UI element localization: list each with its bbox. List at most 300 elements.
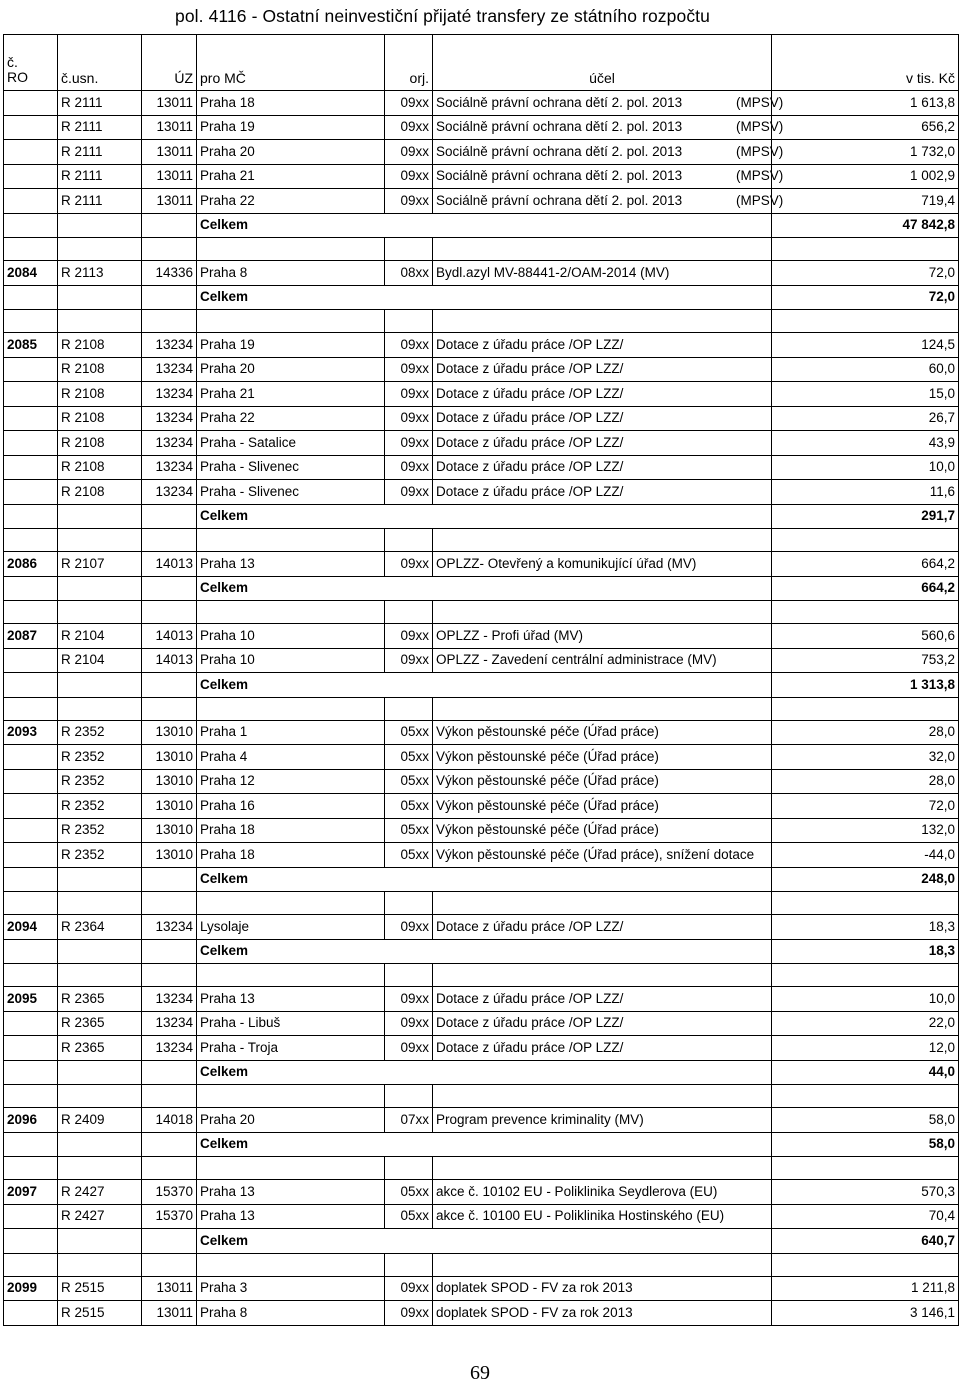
orj-cell: 09xx (385, 552, 433, 577)
empty-cell (197, 964, 385, 987)
uz-cell: 13234 (142, 382, 197, 407)
usn-cell: R 2352 (58, 794, 142, 819)
ucel-text: Výkon pěstounské péče (Úřad práce) (436, 822, 659, 838)
total-label: Celkem (197, 504, 772, 529)
empty-cell (385, 964, 433, 987)
empty-cell (385, 1157, 433, 1180)
amount-cell: 72,0 (772, 261, 959, 286)
orj-cell: 09xx (385, 1036, 433, 1061)
orj-cell: 09xx (385, 382, 433, 407)
ro-number-cell (4, 91, 58, 116)
uz-cell: 14018 (142, 1108, 197, 1133)
ucel-cell (433, 480, 772, 505)
usn-cell: R 2111 (58, 164, 142, 189)
ucel-cell (433, 382, 772, 407)
usn-cell: R 2352 (58, 745, 142, 770)
table-row (4, 1036, 959, 1061)
table-row (4, 624, 959, 649)
mc-cell: Praha 20 (197, 357, 385, 382)
empty-cell (4, 601, 58, 624)
ucel-text: Sociálně právní ochrana dětí 2. pol. 2013 (436, 119, 683, 135)
empty-cell (58, 601, 142, 624)
table-row (4, 115, 959, 140)
total-label: Celkem (197, 939, 772, 964)
uz-cell: 14336 (142, 261, 197, 286)
empty-cell (197, 601, 385, 624)
ucel-cell (433, 431, 772, 456)
table-row (4, 91, 959, 116)
uz-cell: 13010 (142, 794, 197, 819)
ucel-text: Dotace z úřadu práce /OP LZZ/ (436, 918, 624, 934)
empty-cell (772, 601, 959, 624)
header-usn: č.usn. (58, 35, 142, 91)
ucel-cell (433, 1301, 772, 1326)
ro-number-cell: 2094 (4, 915, 58, 940)
ro-number-cell (4, 431, 58, 456)
empty-cell (4, 697, 58, 720)
spacer-row (4, 1253, 959, 1276)
total-row (4, 504, 959, 529)
ucel-text: Dotace z úřadu práce /OP LZZ/ (436, 410, 624, 426)
usn-cell (58, 576, 142, 601)
total-label: Celkem (197, 867, 772, 892)
empty-cell (197, 310, 385, 333)
empty-cell (142, 238, 197, 261)
ucel-text: Dotace z úřadu práce /OP LZZ/ (436, 434, 624, 450)
mc-cell: Praha - Satalice (197, 431, 385, 456)
ucel-content (436, 653, 768, 667)
usn-cell: R 2352 (58, 720, 142, 745)
ro-number-cell (4, 285, 58, 310)
table-row (4, 843, 959, 868)
amount-cell: 753,2 (772, 648, 959, 673)
ucel-cell (433, 261, 772, 286)
ucel-cell (433, 624, 772, 649)
ucel-cell (433, 720, 772, 745)
amount-cell: 1 732,0 (772, 140, 959, 165)
ucel-content (436, 485, 768, 499)
ucel-content (436, 629, 768, 643)
ro-number-cell (4, 1011, 58, 1036)
mc-cell: Praha 18 (197, 91, 385, 116)
table-row (4, 455, 959, 480)
orj-cell: 05xx (385, 1180, 433, 1205)
usn-cell: R 2108 (58, 455, 142, 480)
ro-number-cell (4, 1229, 58, 1254)
uz-cell: 13234 (142, 333, 197, 358)
ucel-cell (433, 1204, 772, 1229)
usn-cell: R 2409 (58, 1108, 142, 1133)
amount-cell: 656,2 (772, 115, 959, 140)
ucel-content (436, 1113, 768, 1127)
table-row (4, 333, 959, 358)
ucel-content (436, 387, 768, 401)
orj-cell: 09xx (385, 406, 433, 431)
amount-cell: 28,0 (772, 769, 959, 794)
empty-cell (433, 1085, 772, 1108)
ucel-text: Výkon pěstounské péče (Úřad práce) (436, 748, 659, 764)
mc-cell: Praha 20 (197, 1108, 385, 1133)
orj-cell: 09xx (385, 115, 433, 140)
ucel-cell (433, 794, 772, 819)
empty-cell (772, 964, 959, 987)
mc-cell: Praha - Slivenec (197, 480, 385, 505)
ro-number-cell (4, 504, 58, 529)
ucel-cell (433, 745, 772, 770)
ro-number-cell (4, 769, 58, 794)
usn-cell: R 2352 (58, 843, 142, 868)
orj-cell: 05xx (385, 1204, 433, 1229)
mc-cell: Praha 10 (197, 648, 385, 673)
amount-cell: -44,0 (772, 843, 959, 868)
ucel-content (436, 750, 768, 764)
ucel-content (436, 1185, 768, 1199)
header-ro-label: č. RO (7, 54, 28, 85)
usn-cell: R 2427 (58, 1204, 142, 1229)
mc-cell: Praha 3 (197, 1276, 385, 1301)
orj-cell: 09xx (385, 1011, 433, 1036)
usn-cell (58, 504, 142, 529)
empty-cell (4, 238, 58, 261)
ro-number-cell (4, 843, 58, 868)
ro-number-cell: 2099 (4, 1276, 58, 1301)
table-row (4, 1276, 959, 1301)
ucel-content (436, 338, 768, 352)
uz-cell: 14013 (142, 648, 197, 673)
empty-cell (772, 1085, 959, 1108)
uz-cell: 13011 (142, 1301, 197, 1326)
mc-cell: Praha 16 (197, 794, 385, 819)
amount-cell: 719,4 (772, 189, 959, 214)
ro-number-cell: 2084 (4, 261, 58, 286)
empty-cell (58, 1157, 142, 1180)
spacer-row (4, 1085, 959, 1108)
amount-cell: 26,7 (772, 406, 959, 431)
ro-number-cell (4, 745, 58, 770)
table-row (4, 987, 959, 1012)
usn-cell: R 2108 (58, 357, 142, 382)
empty-cell (4, 310, 58, 333)
orj-cell: 09xx (385, 624, 433, 649)
ucel-content (436, 774, 768, 788)
total-amount: 18,3 (772, 939, 959, 964)
total-amount: 1 313,8 (772, 673, 959, 698)
mc-cell: Praha 13 (197, 1180, 385, 1205)
empty-cell (433, 1253, 772, 1276)
empty-cell (142, 1253, 197, 1276)
amount-cell: 10,0 (772, 987, 959, 1012)
mc-cell: Praha 1 (197, 720, 385, 745)
empty-cell (58, 964, 142, 987)
ro-number-cell (4, 673, 58, 698)
ucel-cell (433, 1276, 772, 1301)
amount-cell: 1 211,8 (772, 1276, 959, 1301)
orj-cell: 09xx (385, 357, 433, 382)
ro-number-cell (4, 1204, 58, 1229)
empty-cell (433, 892, 772, 915)
amount-cell: 32,0 (772, 745, 959, 770)
empty-cell (58, 697, 142, 720)
usn-cell: R 2427 (58, 1180, 142, 1205)
orj-cell: 09xx (385, 164, 433, 189)
mc-cell: Praha 21 (197, 164, 385, 189)
ro-number-cell: 2097 (4, 1180, 58, 1205)
empty-cell (197, 238, 385, 261)
ucel-content (436, 992, 768, 1006)
usn-cell: R 2113 (58, 261, 142, 286)
ucel-cell (433, 648, 772, 673)
total-label: Celkem (197, 285, 772, 310)
uz-cell (142, 576, 197, 601)
orj-cell: 07xx (385, 1108, 433, 1133)
empty-cell (772, 310, 959, 333)
uz-cell: 13011 (142, 115, 197, 140)
ucel-text: OPLZZ - Profi úřad (MV) (436, 627, 584, 643)
amount-cell: 58,0 (772, 1108, 959, 1133)
usn-cell: R 2515 (58, 1276, 142, 1301)
ucel-text: Program prevence kriminality (MV) (436, 1111, 644, 1127)
amount-cell: 132,0 (772, 818, 959, 843)
ucel-text: Výkon pěstounské péče (Úřad práce) (436, 797, 659, 813)
ucel-content (436, 1306, 768, 1320)
empty-cell (197, 1253, 385, 1276)
usn-cell: R 2108 (58, 333, 142, 358)
uz-cell: 13010 (142, 769, 197, 794)
ucel-text: Dotace z úřadu práce /OP LZZ/ (436, 361, 624, 377)
uz-cell: 13010 (142, 720, 197, 745)
uz-cell (142, 1060, 197, 1085)
mc-cell: Praha 19 (197, 115, 385, 140)
ucel-content (436, 411, 768, 425)
ucel-content (436, 823, 768, 837)
empty-cell (433, 310, 772, 333)
mc-cell: Praha 18 (197, 818, 385, 843)
uz-cell: 13234 (142, 357, 197, 382)
amount-cell: 560,6 (772, 624, 959, 649)
empty-cell (433, 601, 772, 624)
total-amount: 640,7 (772, 1229, 959, 1254)
uz-cell: 13011 (142, 164, 197, 189)
mc-cell: Praha 20 (197, 140, 385, 165)
amount-cell: 28,0 (772, 720, 959, 745)
table-row (4, 794, 959, 819)
ro-number-cell (4, 213, 58, 238)
ucel-content (436, 119, 784, 135)
ucel-text: Dotace z úřadu práce /OP LZZ/ (436, 1039, 624, 1055)
ro-number-cell (4, 115, 58, 140)
total-amount: 47 842,8 (772, 213, 959, 238)
ucel-content (436, 725, 768, 739)
ucel-cell (433, 357, 772, 382)
ucel-content (436, 436, 768, 450)
usn-cell: R 2108 (58, 406, 142, 431)
amount-cell: 570,3 (772, 1180, 959, 1205)
empty-cell (58, 238, 142, 261)
empty-cell (385, 1253, 433, 1276)
spacer-row (4, 238, 959, 261)
usn-cell (58, 673, 142, 698)
mc-cell: Praha - Libuš (197, 1011, 385, 1036)
ro-number-cell (4, 1301, 58, 1326)
mc-cell: Praha 22 (197, 406, 385, 431)
table-row (4, 357, 959, 382)
usn-cell: R 2111 (58, 115, 142, 140)
uz-cell (142, 867, 197, 892)
ucel-content (436, 362, 768, 376)
amount-cell: 15,0 (772, 382, 959, 407)
ucel-source: (MPSV) (736, 94, 784, 110)
amount-cell: 43,9 (772, 431, 959, 456)
ucel-content (436, 920, 768, 934)
empty-cell (4, 892, 58, 915)
ucel-content (436, 799, 768, 813)
spacer-row (4, 601, 959, 624)
table-row (4, 1108, 959, 1133)
ro-number-cell: 2086 (4, 552, 58, 577)
total-row (4, 1060, 959, 1085)
total-label: Celkem (197, 1229, 772, 1254)
usn-cell (58, 1229, 142, 1254)
usn-cell: R 2107 (58, 552, 142, 577)
ucel-text: Výkon pěstounské péče (Úřad práce) (436, 724, 659, 740)
uz-cell: 13234 (142, 480, 197, 505)
amount-cell: 3 146,1 (772, 1301, 959, 1326)
empty-cell (433, 238, 772, 261)
ucel-cell (433, 140, 784, 165)
usn-cell: R 2111 (58, 91, 142, 116)
ro-number-cell (4, 357, 58, 382)
amount-cell: 70,4 (772, 1204, 959, 1229)
mc-cell: Praha - Slivenec (197, 455, 385, 480)
ro-number-cell (4, 1060, 58, 1085)
mc-cell: Praha 13 (197, 987, 385, 1012)
ro-number-cell (4, 406, 58, 431)
usn-cell: R 2515 (58, 1301, 142, 1326)
uz-cell: 13234 (142, 1011, 197, 1036)
table-body (4, 35, 959, 1326)
usn-cell: R 2104 (58, 624, 142, 649)
uz-cell: 13010 (142, 818, 197, 843)
usn-cell: R 2365 (58, 1011, 142, 1036)
total-label: Celkem (197, 1060, 772, 1085)
table-row (4, 480, 959, 505)
empty-cell (197, 697, 385, 720)
table-row (4, 164, 959, 189)
empty-cell (433, 697, 772, 720)
uz-cell: 13234 (142, 1036, 197, 1061)
ucel-source: (MPSV) (736, 168, 784, 184)
ro-number-cell (4, 164, 58, 189)
empty-cell (385, 1085, 433, 1108)
ro-number-cell (4, 576, 58, 601)
ro-number-cell (4, 648, 58, 673)
ucel-cell (433, 164, 784, 189)
usn-cell: R 2365 (58, 1036, 142, 1061)
empty-cell (385, 892, 433, 915)
usn-cell: R 2364 (58, 915, 142, 940)
ucel-text: Sociálně právní ochrana dětí 2. pol. 2013 (436, 143, 683, 159)
usn-cell: R 2104 (58, 648, 142, 673)
usn-cell (58, 939, 142, 964)
mc-cell: Praha 18 (197, 843, 385, 868)
total-row (4, 285, 959, 310)
table-row (4, 1301, 959, 1326)
orj-cell: 09xx (385, 455, 433, 480)
header-ro (4, 35, 58, 91)
total-amount: 664,2 (772, 576, 959, 601)
ucel-content (436, 1041, 768, 1055)
ucel-cell (433, 91, 784, 116)
ucel-text: OPLZZ- Otevřený a komunikující úřad (MV) (436, 555, 697, 571)
ro-number-cell (4, 1132, 58, 1157)
usn-cell (58, 285, 142, 310)
usn-cell: R 2111 (58, 189, 142, 214)
table-row (4, 406, 959, 431)
amount-cell: 22,0 (772, 1011, 959, 1036)
orj-cell: 09xx (385, 431, 433, 456)
ro-number-cell (4, 1036, 58, 1061)
empty-cell (197, 529, 385, 552)
orj-cell: 09xx (385, 915, 433, 940)
orj-cell: 09xx (385, 1276, 433, 1301)
empty-cell (385, 529, 433, 552)
total-row (4, 673, 959, 698)
table-row (4, 552, 959, 577)
ucel-text: Dotace z úřadu práce /OP LZZ/ (436, 1015, 624, 1031)
ucel-text: akce č. 10100 EU - Poliklinika Hostinského (EU) (436, 1208, 725, 1224)
mc-cell: Praha 21 (197, 382, 385, 407)
empty-cell (772, 529, 959, 552)
ucel-text: Dotace z úřadu práce /OP LZZ/ (436, 483, 624, 499)
ucel-text: Dotace z úřadu práce /OP LZZ/ (436, 336, 624, 352)
uz-cell: 14013 (142, 624, 197, 649)
orj-cell: 09xx (385, 189, 433, 214)
ucel-cell (433, 843, 772, 868)
empty-cell (58, 892, 142, 915)
mc-cell: Praha 19 (197, 333, 385, 358)
total-row (4, 939, 959, 964)
usn-cell (58, 867, 142, 892)
ucel-content (436, 143, 784, 159)
table-row (4, 1011, 959, 1036)
orj-cell: 09xx (385, 91, 433, 116)
total-amount: 58,0 (772, 1132, 959, 1157)
total-label: Celkem (197, 576, 772, 601)
empty-cell (433, 529, 772, 552)
ucel-content (436, 94, 784, 110)
uz-cell: 13011 (142, 1276, 197, 1301)
ro-number-cell (4, 867, 58, 892)
ro-number-cell: 2095 (4, 987, 58, 1012)
empty-cell (197, 1085, 385, 1108)
uz-cell: 13234 (142, 431, 197, 456)
usn-cell: R 2108 (58, 480, 142, 505)
usn-cell (58, 1060, 142, 1085)
header-uz: ÚZ (142, 35, 197, 91)
uz-cell (142, 1132, 197, 1157)
total-amount: 72,0 (772, 285, 959, 310)
empty-cell (58, 310, 142, 333)
usn-cell: R 2108 (58, 431, 142, 456)
ucel-cell (433, 406, 772, 431)
total-row (4, 213, 959, 238)
orj-cell: 09xx (385, 987, 433, 1012)
amount-cell: 11,6 (772, 480, 959, 505)
ucel-text: Dotace z úřadu práce /OP LZZ/ (436, 459, 624, 475)
usn-cell: R 2111 (58, 140, 142, 165)
spacer-row (4, 1157, 959, 1180)
orj-cell: 09xx (385, 648, 433, 673)
